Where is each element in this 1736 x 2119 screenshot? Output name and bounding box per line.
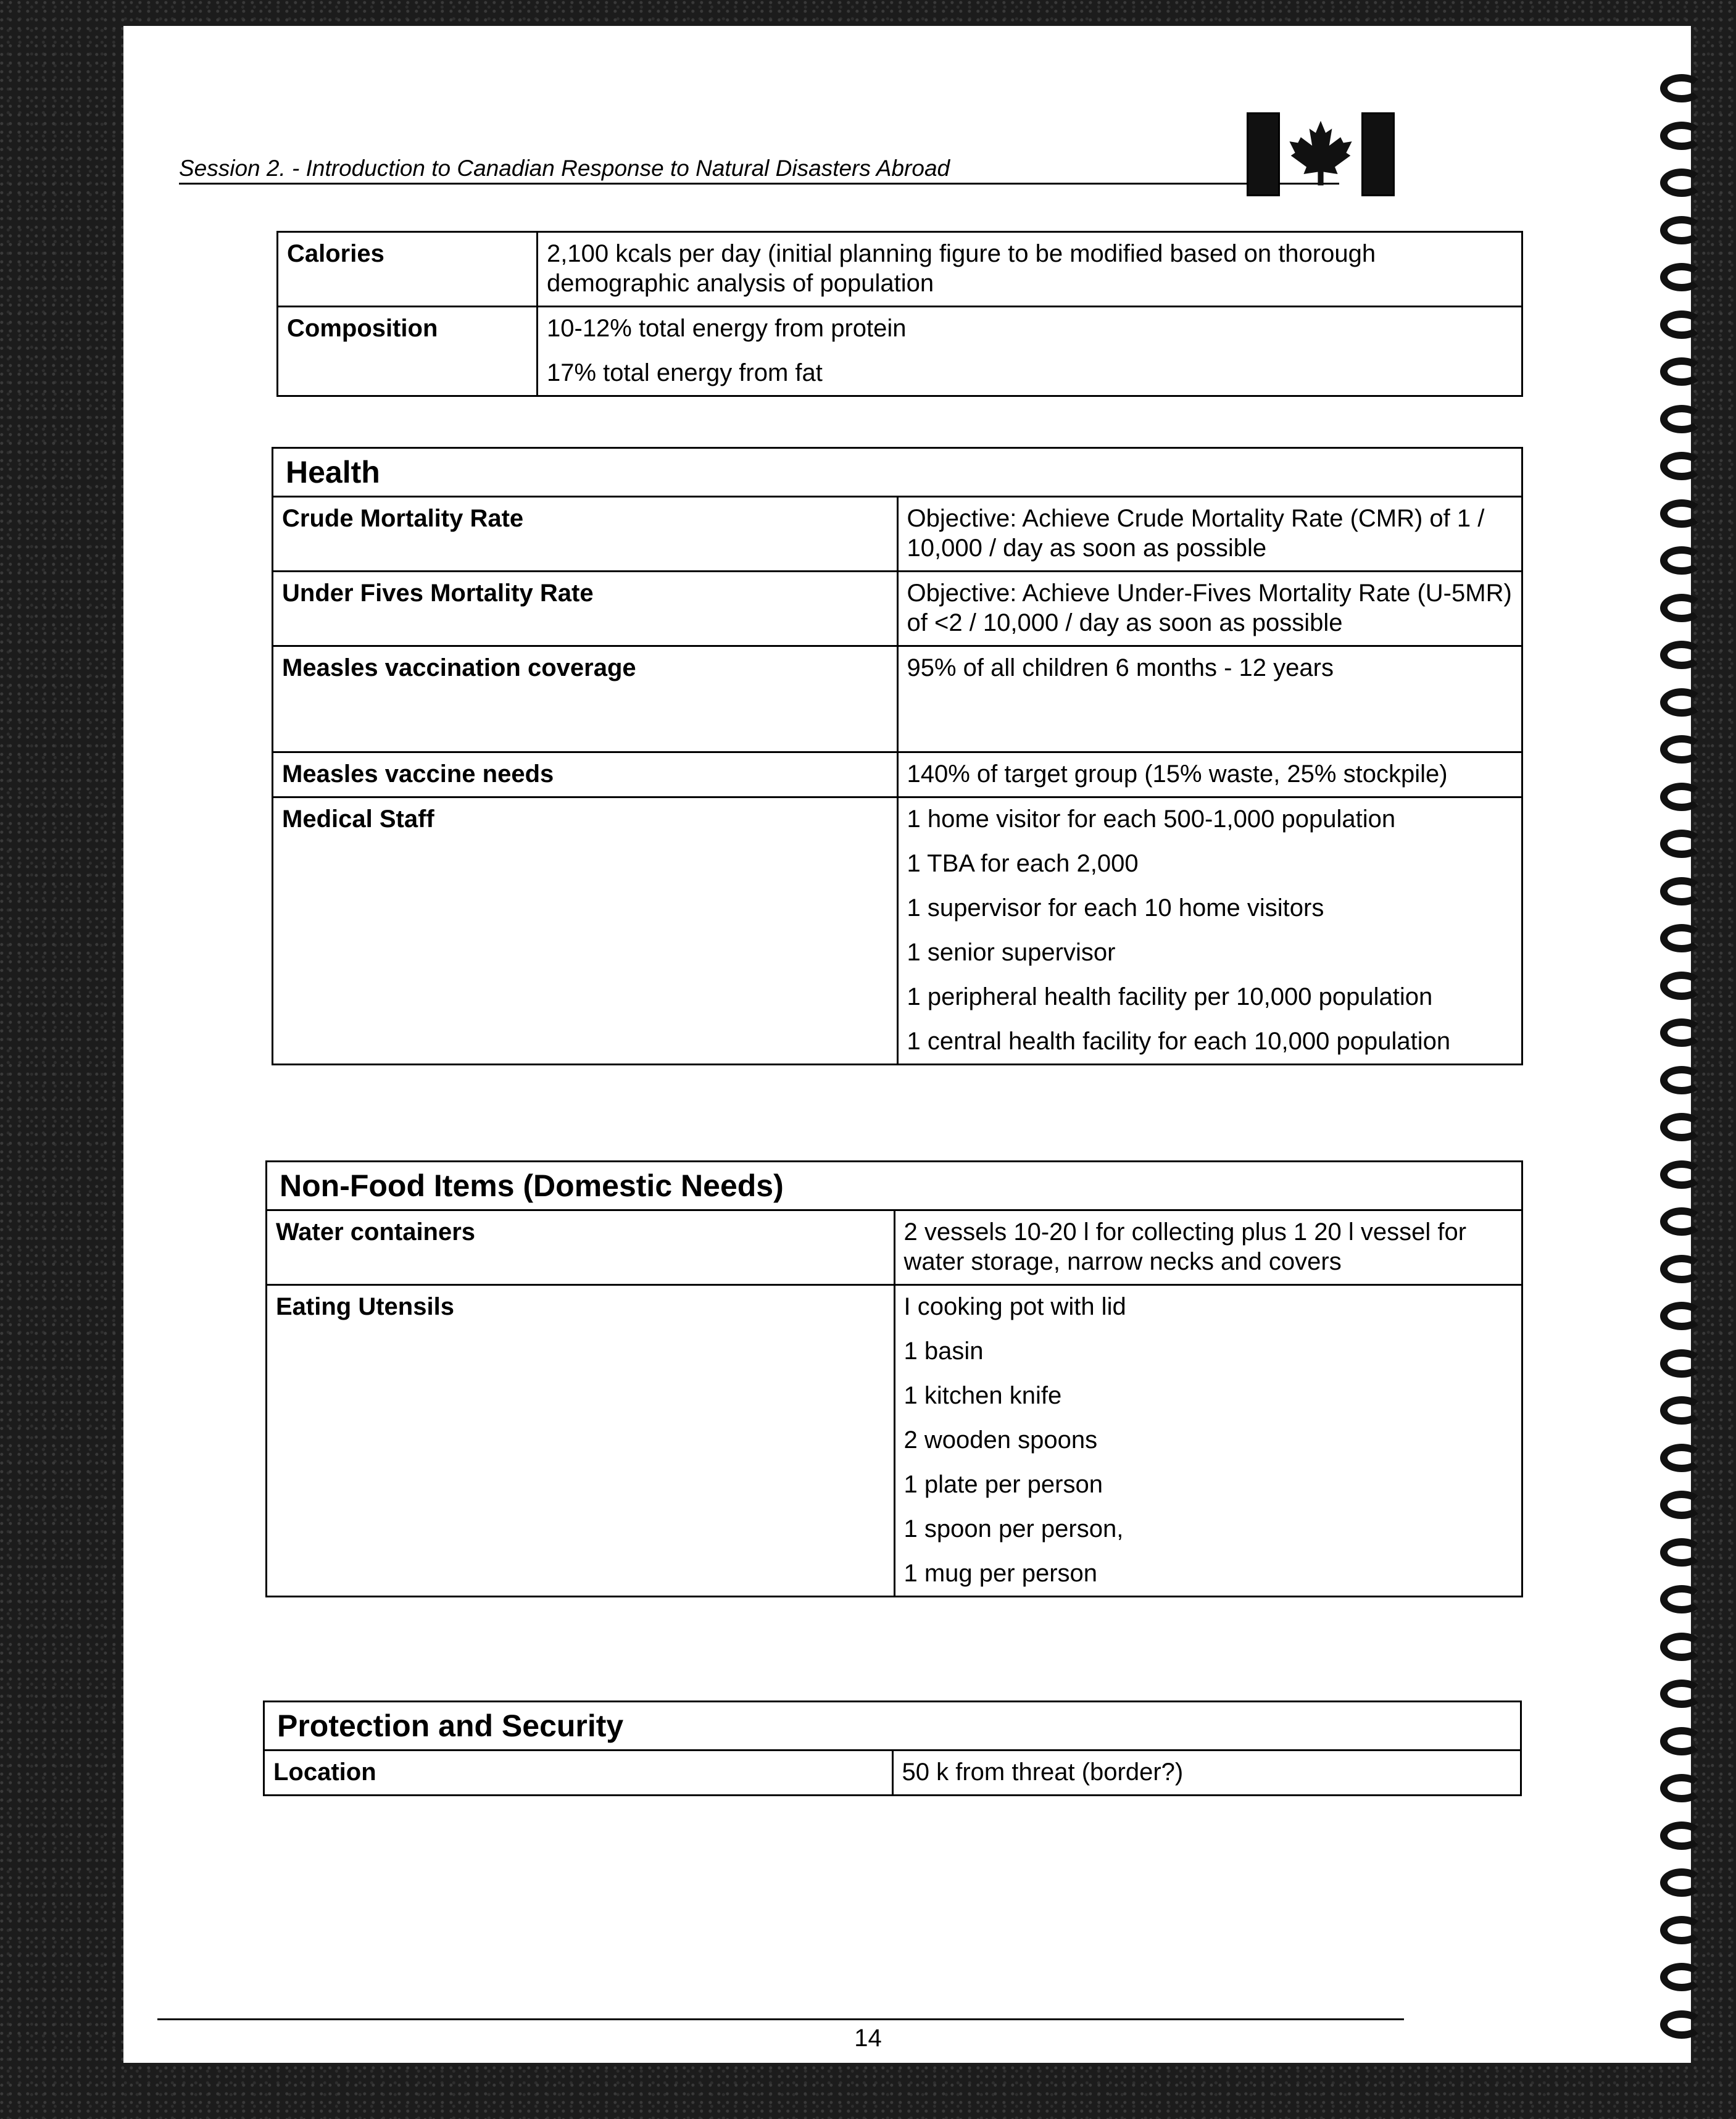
- page-number: 14: [854, 2025, 882, 2052]
- binding-coil: [1660, 1396, 1703, 1425]
- binding-coil: [1660, 1633, 1703, 1661]
- row-label-calories: Calories: [278, 232, 538, 307]
- table-row: [273, 752, 1522, 797]
- row-value-composition: 10-12% total energy from protein 17% total energy from fat: [538, 307, 1522, 396]
- row-value-measles-coverage: 95% of all children 6 months - 12 years: [897, 646, 1522, 752]
- binding-coil: [1660, 499, 1703, 528]
- row-value-crude-mortality: Objective: Achieve Crude Mortality Rate (CMR) of 1 / 10,000 / day as soon as possible: [897, 497, 1522, 572]
- table-row: [273, 497, 1522, 572]
- row-value-measles-needs: 140% of target group (15% waste, 25% stockpile): [897, 752, 1522, 797]
- table-row: [273, 572, 1522, 646]
- binding-coil: [1660, 357, 1703, 386]
- footer-rule: [157, 2018, 1404, 2020]
- binding-coil: [1660, 1585, 1703, 1613]
- binding-coil: [1660, 1160, 1703, 1189]
- binding-coil: [1660, 688, 1703, 717]
- row-value-location: 50 k from threat (border?): [892, 1751, 1521, 1796]
- section-header-row: [264, 1702, 1521, 1751]
- section-header-row: [267, 1162, 1522, 1210]
- row-label-composition: Composition: [278, 307, 538, 396]
- row-value-water-containers: 2 vessels 10-20 l for collecting plus 1 20 l vessel for water storage, narrow necks and covers: [894, 1210, 1522, 1285]
- table-row: [264, 1751, 1521, 1796]
- row-value-medical-staff: 1 home visitor for each 500-1,000 population 1 TBA for each 2,000 1 supervisor for each 10 home visitors 1 senior supervisor 1 peripheral health facility per 10,000 population 1 central health facility for each 10,000 population: [897, 797, 1522, 1065]
- section-header-row: [273, 448, 1522, 497]
- section-title-protection: Protection and Security: [264, 1702, 1521, 1751]
- binding-coil: [1660, 263, 1703, 291]
- binding-coil: [1660, 1963, 1703, 1991]
- binding-coil: [1660, 169, 1703, 197]
- binding-coil: [1660, 972, 1703, 1000]
- row-label-under-fives: Under Fives Mortality Rate: [273, 572, 898, 646]
- food-table: [276, 231, 1523, 397]
- health-table: [272, 447, 1523, 1065]
- row-value-under-fives: Objective: Achieve Under-Fives Mortality Rate (U-5MR) of <2 / 10,000 / day as soon as possible: [897, 572, 1522, 646]
- row-label-eating-utensils: Eating Utensils: [267, 1285, 895, 1597]
- canada-flag-icon: [1247, 112, 1395, 193]
- binding-coil: [1660, 783, 1703, 811]
- table-row: [278, 232, 1522, 307]
- table-row: [273, 797, 1522, 1065]
- binding-coil: [1660, 1821, 1703, 1850]
- row-value-calories: 2,100 kcals per day (initial planning figure to be modified based on thorough demographic analysis of population: [538, 232, 1522, 307]
- table-row: [267, 1210, 1522, 1285]
- binding-coil: [1660, 1727, 1703, 1755]
- header-title: Session 2. - Introduction to Canadian Response to Natural Disasters Abroad: [179, 156, 950, 181]
- binding-coil: [1660, 1349, 1703, 1378]
- binding-coil: [1660, 310, 1703, 339]
- protection-table: [263, 1701, 1522, 1796]
- binding-coil: [1660, 877, 1703, 905]
- table-row: [273, 646, 1522, 752]
- binding-coil: [1660, 405, 1703, 433]
- nonfood-table: [265, 1160, 1523, 1597]
- binding-coil: [1660, 1113, 1703, 1141]
- binding-coil: [1660, 735, 1703, 764]
- binding-coil: [1660, 1255, 1703, 1283]
- table-row: [267, 1285, 1522, 1597]
- binding-coil: [1660, 216, 1703, 244]
- row-label-water-containers: Water containers: [267, 1210, 895, 1285]
- binding-coil: [1660, 546, 1703, 575]
- row-label-crude-mortality: Crude Mortality Rate: [273, 497, 898, 572]
- binding-coil: [1660, 122, 1703, 150]
- section-title-health: Health: [273, 448, 1522, 497]
- binding-coil: [1660, 1066, 1703, 1094]
- row-label-location: Location: [264, 1751, 893, 1796]
- binding-coil: [1660, 1207, 1703, 1236]
- binding-coil: [1660, 1444, 1703, 1472]
- row-label-medical-staff: Medical Staff: [273, 797, 898, 1065]
- binding-coil: [1660, 1680, 1703, 1708]
- section-title-nonfood: Non-Food Items (Domestic Needs): [267, 1162, 1522, 1210]
- binding-coil: [1660, 1302, 1703, 1330]
- table-row: [278, 307, 1522, 396]
- binding-coil: [1660, 1491, 1703, 1519]
- binding-coil: [1660, 641, 1703, 669]
- page-header: [179, 123, 1339, 185]
- binding-coil: [1660, 452, 1703, 480]
- spiral-binding: [1660, 74, 1728, 2062]
- row-value-eating-utensils: I cooking pot with lid 1 basin 1 kitchen knife 2 wooden spoons 1 plate per person 1 spoon per person, 1 mug per person: [894, 1285, 1522, 1597]
- binding-coil: [1660, 1018, 1703, 1047]
- binding-coil: [1660, 74, 1703, 102]
- row-label-measles-coverage: Measles vaccination coverage: [273, 646, 898, 752]
- row-label-measles-needs: Measles vaccine needs: [273, 752, 898, 797]
- binding-coil: [1660, 1868, 1703, 1897]
- binding-coil: [1660, 1538, 1703, 1567]
- binding-coil: [1660, 830, 1703, 858]
- binding-coil: [1660, 594, 1703, 622]
- binding-coil: [1660, 1774, 1703, 1802]
- binding-coil: [1660, 1916, 1703, 1944]
- binding-coil: [1660, 2010, 1703, 2039]
- binding-coil: [1660, 924, 1703, 952]
